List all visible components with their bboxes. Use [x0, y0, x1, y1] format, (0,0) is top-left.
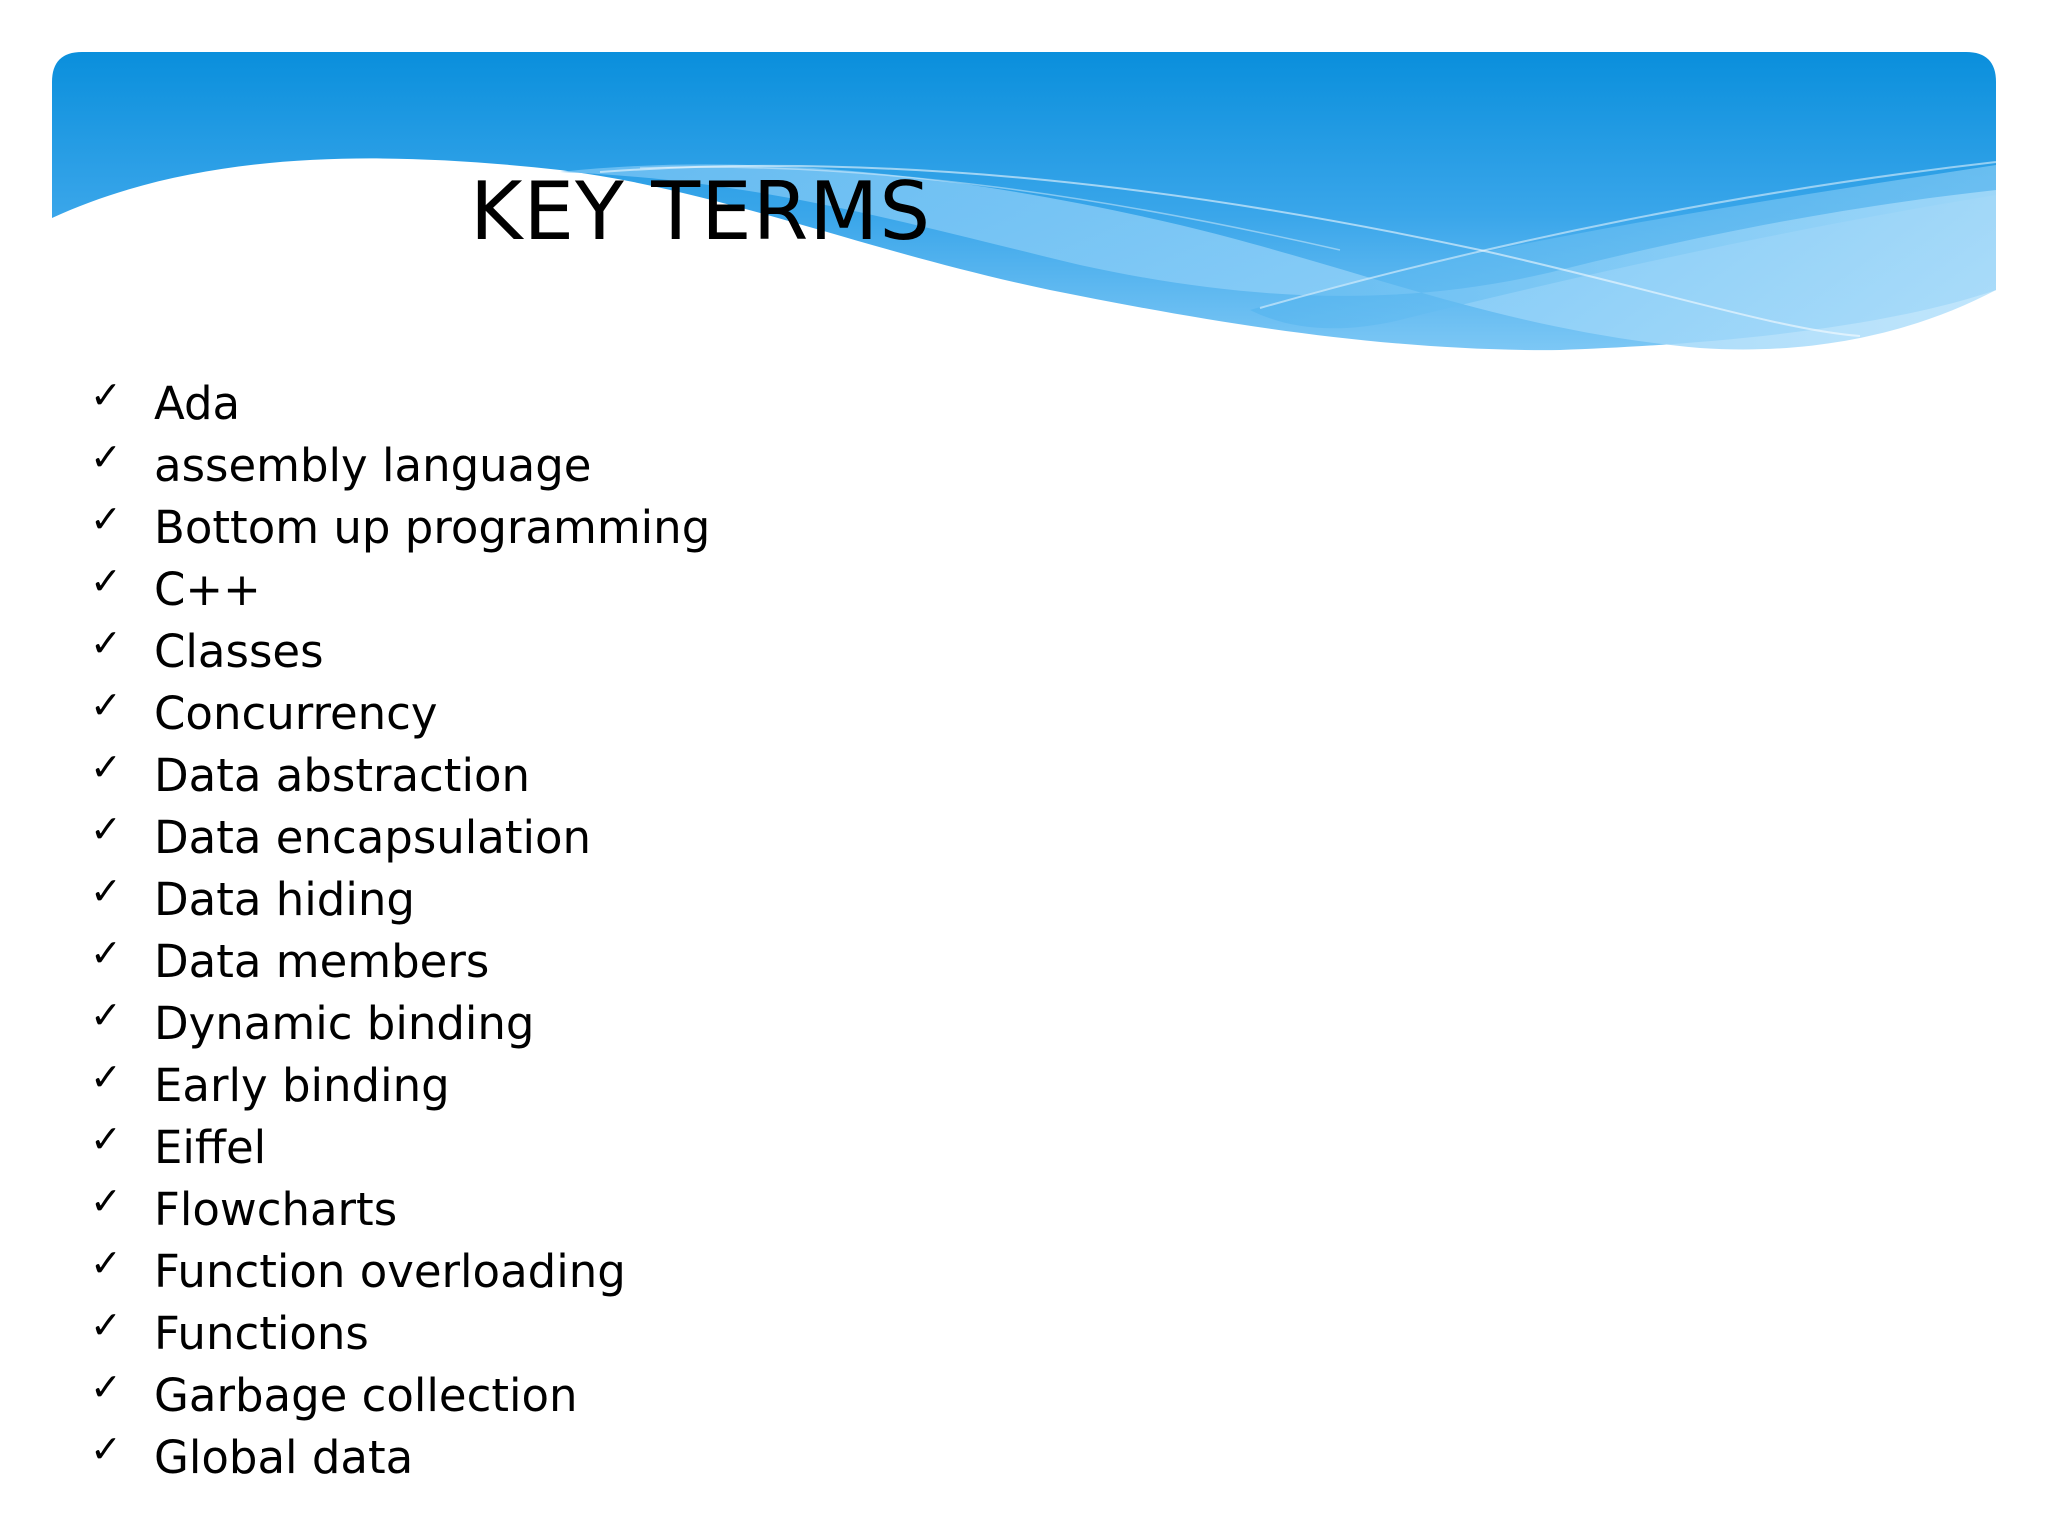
list-item — [90, 1116, 710, 1178]
list-item — [90, 868, 710, 930]
check-icon: ✓ — [90, 1303, 122, 1347]
term-label: Eiffel — [154, 1120, 267, 1174]
check-icon: ✓ — [90, 745, 122, 789]
check-icon: ✓ — [90, 683, 122, 727]
check-icon: ✓ — [90, 1117, 122, 1161]
term-label: Ada — [154, 376, 241, 430]
term-label: Garbage collection — [154, 1368, 578, 1422]
list-item — [90, 930, 710, 992]
check-icon: ✓ — [90, 1241, 122, 1285]
header-wave-decoration — [0, 0, 2048, 380]
term-label: Function overloading — [154, 1244, 626, 1298]
list-item — [90, 1240, 710, 1302]
slide-title: KEY TERMS — [470, 165, 932, 258]
list-item — [90, 620, 710, 682]
term-label: C++ — [154, 562, 261, 616]
list-item — [90, 744, 710, 806]
list-item — [90, 1364, 710, 1426]
term-label: assembly language — [154, 438, 592, 492]
check-icon: ✓ — [90, 807, 122, 851]
term-label: Data members — [154, 934, 490, 988]
check-icon: ✓ — [90, 373, 122, 417]
check-icon: ✓ — [90, 1055, 122, 1099]
term-label: Global data — [154, 1430, 414, 1484]
term-label: Data abstraction — [154, 748, 530, 802]
check-icon: ✓ — [90, 931, 122, 975]
term-label: Data hiding — [154, 872, 415, 926]
check-icon: ✓ — [90, 1179, 122, 1223]
check-icon: ✓ — [90, 1427, 122, 1471]
check-icon: ✓ — [90, 497, 122, 541]
list-item — [90, 1302, 710, 1364]
term-label: Functions — [154, 1306, 369, 1360]
key-terms-list — [90, 372, 710, 1488]
term-label: Concurrency — [154, 686, 438, 740]
term-label: Bottom up programming — [154, 500, 711, 554]
check-icon: ✓ — [90, 869, 122, 913]
check-icon: ✓ — [90, 1365, 122, 1409]
check-icon: ✓ — [90, 559, 122, 603]
term-label: Classes — [154, 624, 324, 678]
check-icon: ✓ — [90, 621, 122, 665]
term-label: Flowcharts — [154, 1182, 398, 1236]
term-label: Dynamic binding — [154, 996, 535, 1050]
list-item — [90, 372, 710, 434]
list-item — [90, 1054, 710, 1116]
list-item — [90, 806, 710, 868]
list-item — [90, 496, 710, 558]
check-icon: ✓ — [90, 993, 122, 1037]
list-item — [90, 992, 710, 1054]
list-item — [90, 1426, 710, 1488]
list-item — [90, 682, 710, 744]
list-item — [90, 558, 710, 620]
check-icon: ✓ — [90, 435, 122, 479]
list-item — [90, 1178, 710, 1240]
term-label: Early binding — [154, 1058, 450, 1112]
term-label: Data encapsulation — [154, 810, 592, 864]
list-item — [90, 434, 710, 496]
